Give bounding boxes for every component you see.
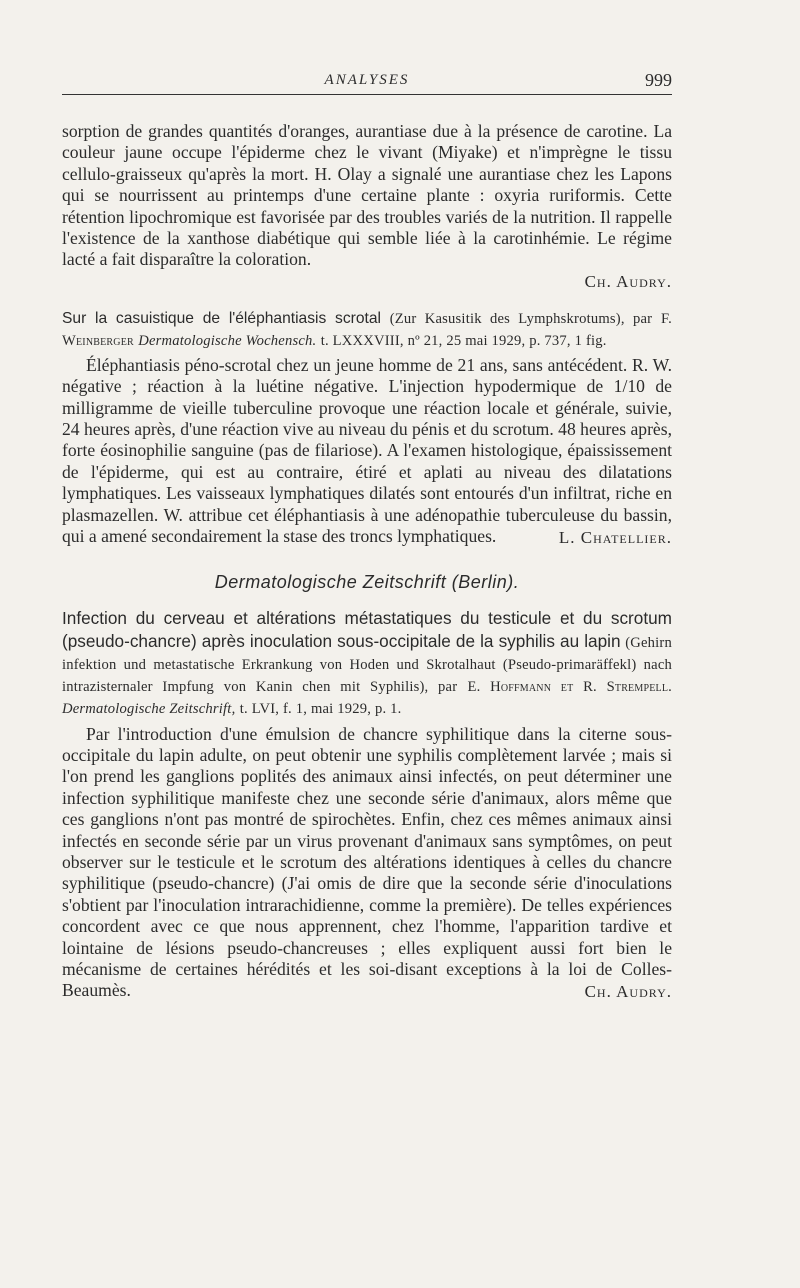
article-1-details: t. LXXXVIII, nº 21, 25 mai 1929, p. 737, 1 fig.: [320, 332, 607, 349]
article-1-body: Éléphantiasis péno-scrotal chez un jeune homme de 21 ans, sans antécédent. R. W. négative ; réaction à la luétine négative. L'injection hypodermique de 1/10 de milligramme de vieille tuberculine provoque une réaction locale et générale, suivie, 24 heures après, d'une réaction vive au niveau du pénis et du scrotum. 48 heures après, forte éosinophilie sanguine (pas de filariose). A l'examen histologique, épaississement de l'épiderme, qui est au contraire, étiré et aplati au niveau des dilatations lymphatiques. Les vaisseaux lymphatiques dilatés sont entourés d'un infiltrat, riche en plasmazellen. W. attribue cet éléphantiasis à une adénopathie tuberculeuse du bassin, qui a amené secondairement la stase des troncs lymphatiques.: [62, 354, 672, 547]
article-title-1-text: Sur la casuistique de l'éléphantiasis scrotal: [62, 309, 381, 327]
section-heading: Dermatologische Zeitschrift (Berlin).: [214, 571, 520, 592]
article-2-author: E. Hoffmann et R. Strempell.: [467, 678, 672, 695]
article-1-original-title: (Zur Kasusitik des Lymphskrotums), par: [389, 310, 653, 327]
article-1-journal: Dermatologische Wochensch.: [138, 332, 317, 349]
page-header: [62, 60, 672, 95]
article-title-2: [62, 607, 672, 720]
article-1-author: F. Weinberger: [62, 310, 672, 349]
journal-page: [62, 60, 672, 1002]
article-1-signature: L. Chatellier.: [558, 527, 672, 547]
intro-signature: Ch. Audry.: [584, 271, 672, 291]
article-2-signature: Ch. Audry.: [584, 981, 672, 1001]
article-title-2-text: Infection du cerveau et altérations métastatiques du testicule et du scrotum (pseudo-chancre) après inoculation sous-occipitale de la syphilis au lapin: [62, 607, 672, 651]
running-title: ANALYSES: [324, 72, 410, 88]
article-2-original-title: (Gehirn infektion und metastatische Erkrankung von Hoden und Skrotalhaut (Pseudo-primaräffekl) nach intrazisternaler Impfung von Kanin chen mit Syphilis), par: [62, 634, 672, 695]
article-2-body: Par l'introduction d'une émulsion de chancre syphilitique dans la citerne sous-occipitale du lapin adulte, on peut obtenir une syphilis complètement larvée ; mais si l'on prend les ganglions poplités des animaux ainsi infectés, on peut déterminer une infection syphilitique manifeste chez une seconde série d'animaux, alors même que ces ganglions n'ont pas montré de spirochètes. Enfin, chez ces mêmes animaux ainsi infectés en seconde série par un virus provenant d'animaux sans symptômes, on peut observer sur le testicule et le scrotum des altérations identiques à celles du chancre syphilitique (pseudo-chancre) (J'ai omis de dire que la seconde série d'inoculations s'obtient par l'inoculation intrarachidienne, comme la première). De telles expériences concordent avec ce que nous apprennent, chez l'homme, l'apparition tardive et lointaine de lésions pseudo-chancreuses ; elles expliquent aussi fort bien le mécanisme de certaines hérédités et les soi-disant exceptions à la loi de Colles-Beaumès.: [62, 723, 672, 1001]
page-number: 999: [645, 70, 672, 90]
article-title-1: [62, 308, 672, 352]
article-2-details: t. LVI, f. 1, mai 1929, p. 1.: [239, 700, 402, 717]
article-2-journal: Dermatologische Zeitschrift,: [62, 700, 236, 717]
intro-paragraph: sorption de grandes quantités d'oranges, aurantiase due à la présence de carotine. La couleur jaune occupe l'épiderme chez le vivant (Miyake) et n'imprègne le tissu cellulo-graisseux qu'après la mort. H. Olay a signalé une aurantiase chez les Lapons qui se nourrissent au printemps d'une certaine plante : oxyria ruriformis. Cette rétention lipochromique est favorisée par des troubles variés de la nutrition. Il rappelle l'existence de la xanthose diabétique qui semble liée à la carotinhémie. Le régime lacté a fait disparaître la coloration.: [62, 121, 672, 270]
